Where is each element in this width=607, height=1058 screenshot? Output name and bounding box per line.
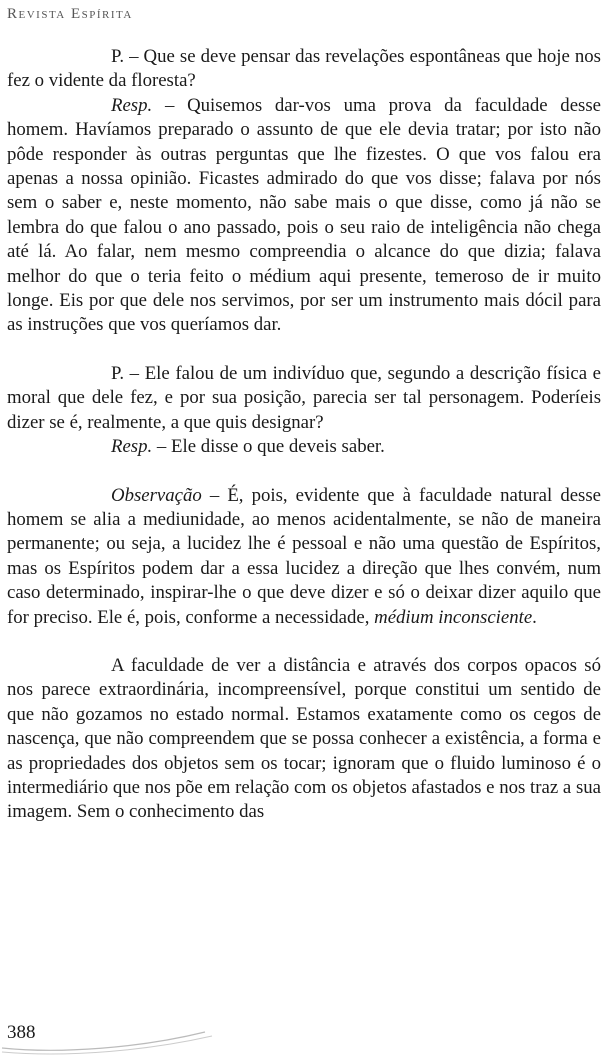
- question-paragraph-1: P. – Que se deve pensar das revelações espontâneas que hoje nos fez o vidente da floresta?: [7, 46, 601, 92]
- answer-label: Resp.: [111, 94, 153, 116]
- answer-text: – Ele disse o que deveis saber.: [152, 436, 385, 458]
- running-title: Revista Espírita: [7, 6, 133, 22]
- answer-text: – Quisemos dar-vos uma prova da faculdade desse homem. Havíamos preparado o assunto de que ele devia tratar; por isto não pôde responder às outras perguntas que lhe fizestes. O que vos falou era apenas a nossa opinião. Ficastes admirado do que vos disse; falava por nós sem o saber e, neste momento, não sabe mais o que disse, como já não se lembra do que falou o ano passado, pois o seu raio de inteligência não chega até lá. Ao falar, nem mesmo compreendia o alcance do que dizia; falava melhor do que o teria feito o médium aqui presente, temeroso de ir muito longe. Eis por que dele nos servimos, por ser um instrumento mais dócil para as instruções que vos queríamos dar.: [7, 94, 601, 336]
- page-body: [7, 45, 601, 825]
- answer-paragraph-2: [7, 435, 601, 459]
- question-paragraph-2: P. – Ele falou de um indivíduo que, segundo a descrição física e moral que dele fez, e por sua posição, parecia ser tal personagem. Poderíeis dizer se é, realmente, a que quis designar?: [7, 362, 601, 433]
- observation-emphasis: médium inconsciente: [374, 606, 533, 628]
- closing-paragraph: A faculdade de ver a distância e através dos corpos opacos só nos parece extraordinária, incompreensível, porque constitui um sentido de que não gozamos no estado normal. Estamos exatamente como os cegos de nascença, que não compreendem que se possa conhecer a existência, a forma e as propriedades dos objetos sem os tocar; ignoram que o fluido luminoso é o intermediário que nos põe em relação com os objetos afastados e nos traz a sua imagem. Sem o conhecimento das: [7, 654, 601, 823]
- observation-label: Observação: [111, 484, 202, 506]
- observation-end: .: [532, 606, 537, 628]
- answer-paragraph-1: [7, 94, 601, 338]
- observation-text: – É, pois, evidente que à faculdade natural desse homem se alia a mediunidade, ao menos acidentalmente, se não de maneira permanente; ou seja, a lucidez lhe é pessoal e não uma questão de Espíritos, mas os Espíritos podem dar a essa lucidez a direção que lhes convém, num caso determinado, inspirar-lhe o que deve dizer e só o deixar dizer aquilo que for preciso. Ele é, pois, conforme a necessidade,: [7, 484, 601, 628]
- page-number: 388: [7, 1022, 36, 1043]
- answer-label: Resp.: [111, 436, 153, 458]
- observation-paragraph: [7, 484, 601, 630]
